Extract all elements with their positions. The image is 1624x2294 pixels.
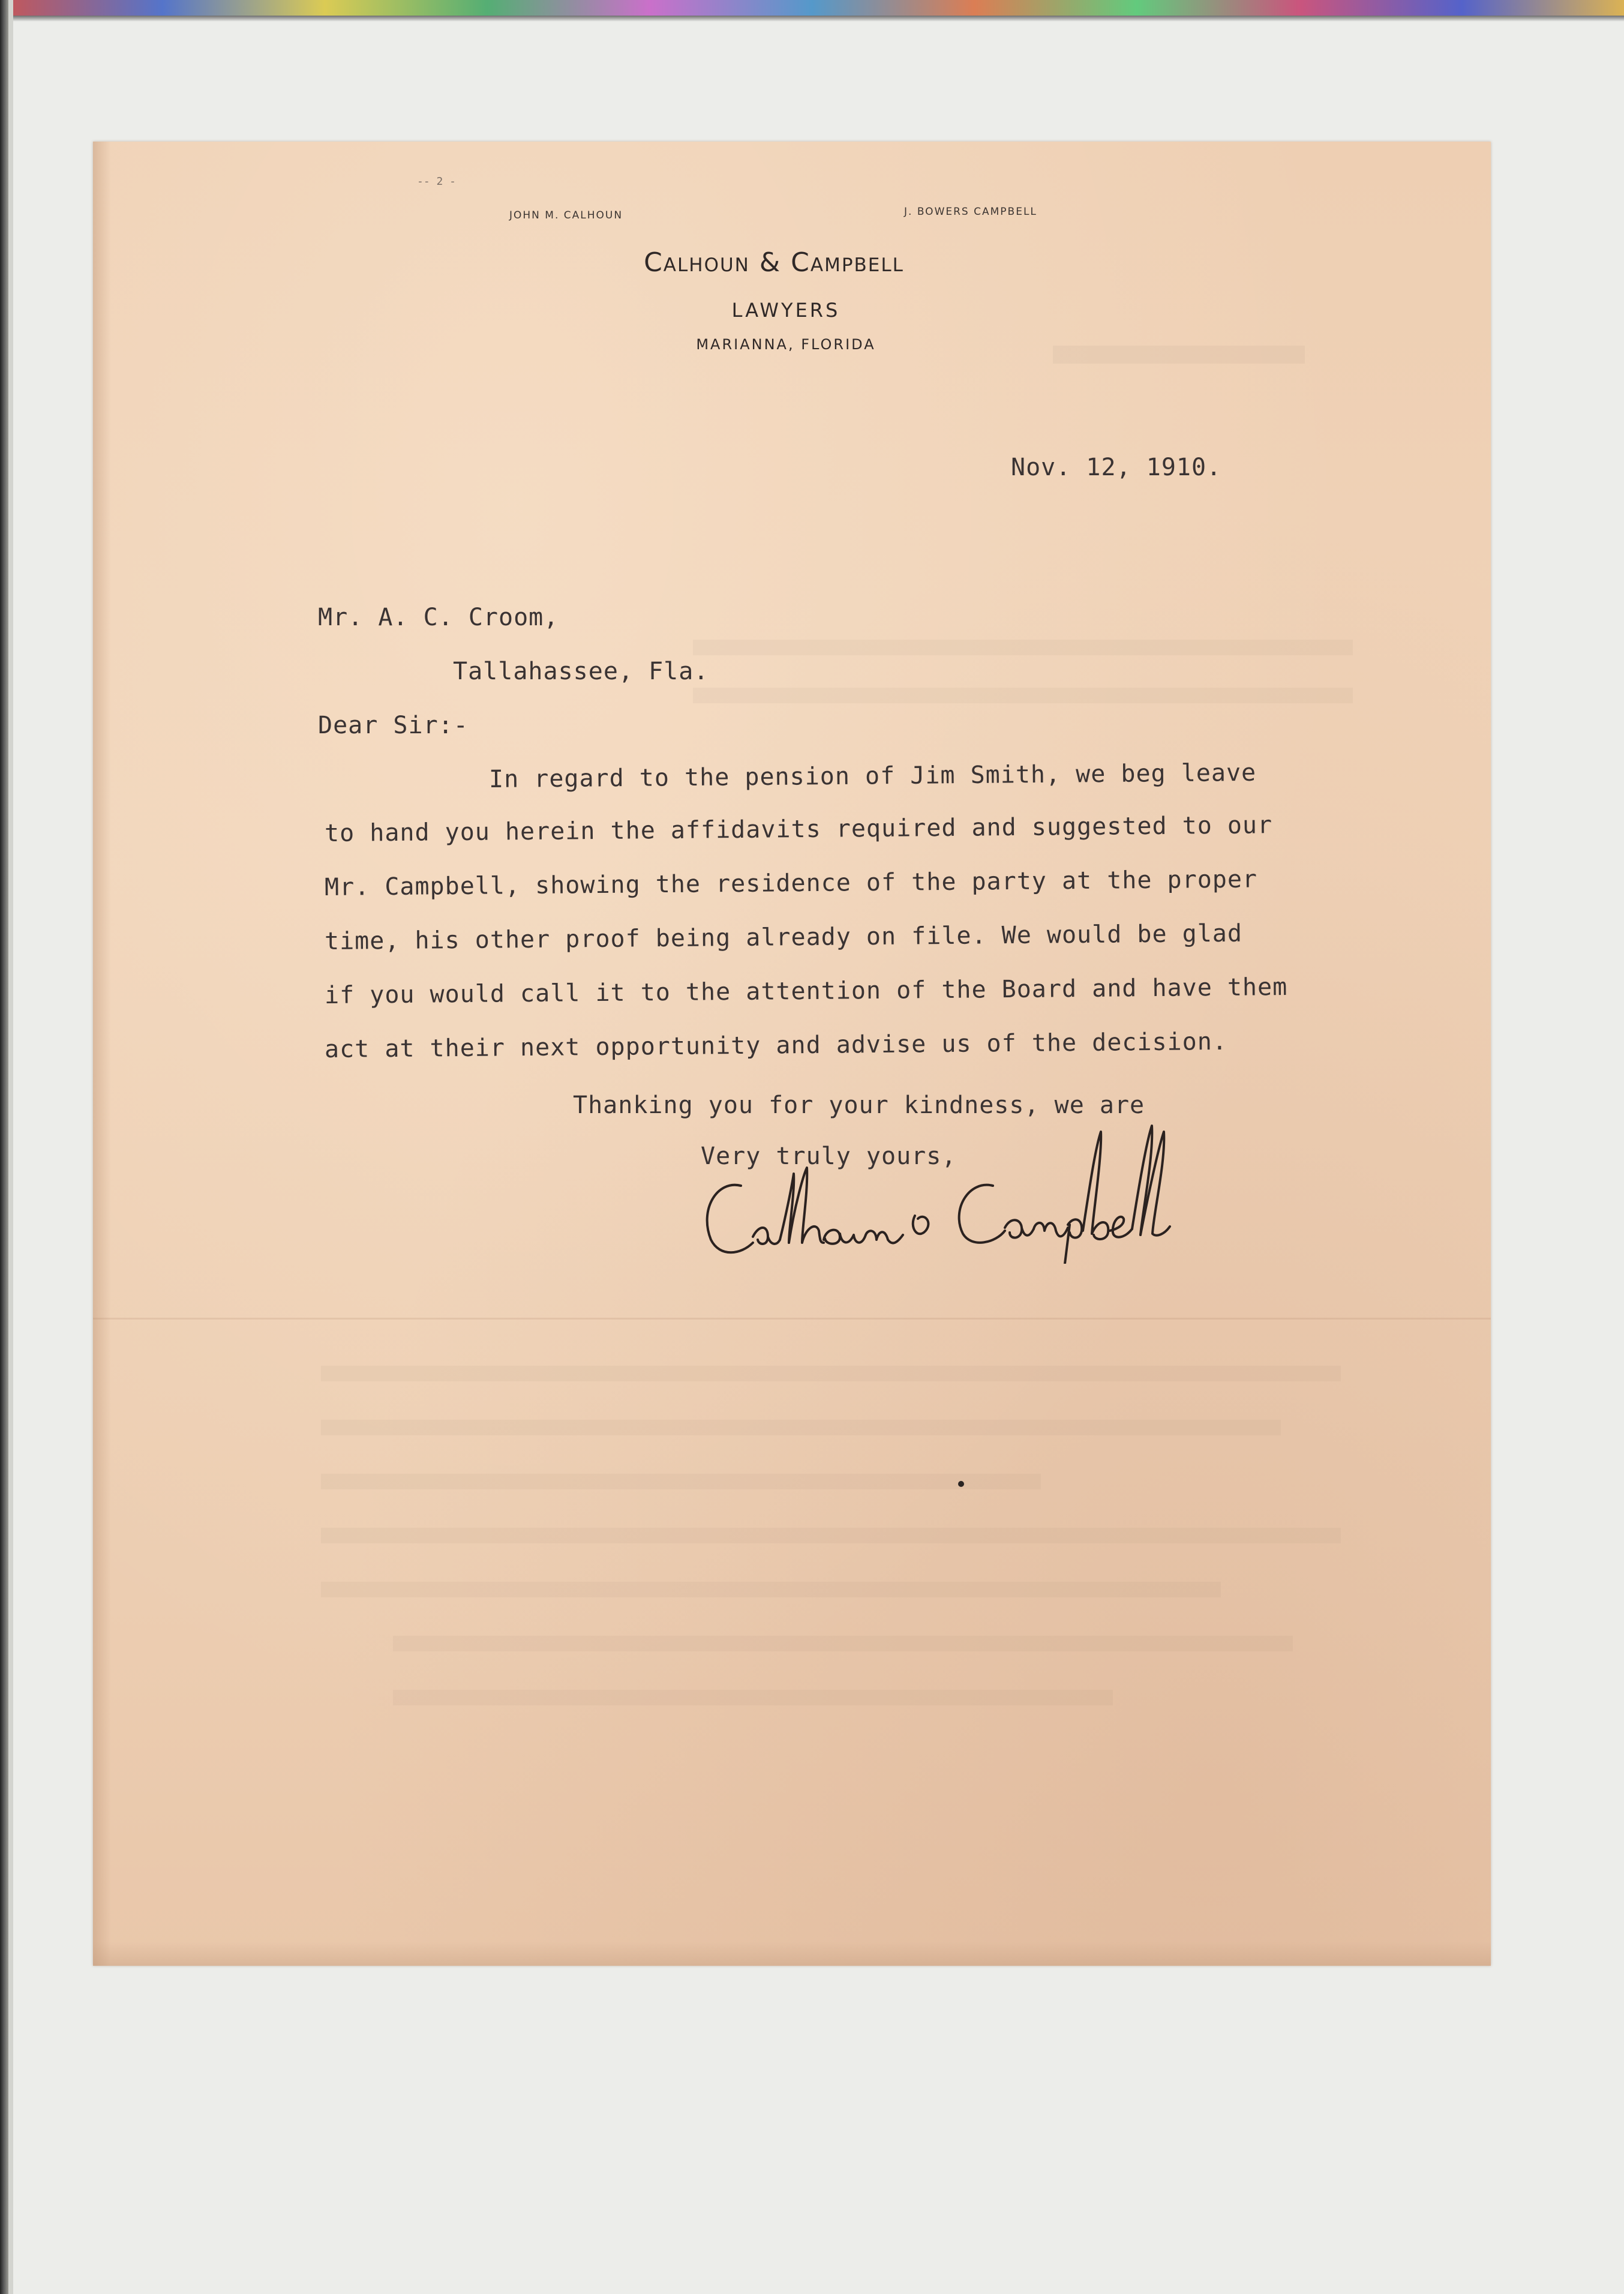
handwritten-signature bbox=[669, 1096, 1359, 1264]
show-through-mark bbox=[693, 640, 1353, 655]
show-through-mark bbox=[321, 1582, 1221, 1597]
scanner-left-margin bbox=[8, 0, 13, 2294]
show-through-mark bbox=[693, 688, 1353, 703]
partner-name-left: JOHN M. CALHOUN bbox=[509, 209, 623, 221]
firm-address-text: MARIANNA, FLORIDA bbox=[696, 336, 876, 353]
body-line: In regard to the pension of Jim Smith, we beg leave bbox=[488, 758, 1257, 793]
show-through-mark bbox=[321, 1474, 1041, 1489]
page-mark: -- 2 - bbox=[417, 175, 457, 188]
body-line: if you would call it to the attention of the Board and have them bbox=[324, 973, 1288, 1009]
recipient-name: Mr. A. C. Croom, bbox=[318, 604, 559, 631]
show-through-mark bbox=[321, 1528, 1341, 1543]
sheet-bottom-wear bbox=[93, 1942, 1491, 1966]
scanner-shadow bbox=[0, 16, 1624, 22]
salutation: Dear Sir:- bbox=[318, 712, 469, 739]
show-through-mark bbox=[393, 1636, 1293, 1651]
fold-line bbox=[93, 1318, 1491, 1320]
valediction: Very truly yours, bbox=[701, 1142, 957, 1170]
firm-name bbox=[93, 247, 1491, 278]
ink-speck bbox=[958, 1481, 964, 1487]
body-line: time, his other proof being already on file. We would be glad bbox=[324, 919, 1243, 955]
body-line: Mr. Campbell, showing the residence of the party at the proper bbox=[324, 865, 1258, 901]
show-through-mark bbox=[321, 1420, 1281, 1435]
body-line: to hand you herein the affidavits required and suggested to our bbox=[324, 811, 1273, 847]
firm-profession-text: LAWYERS bbox=[731, 299, 840, 322]
firm-name-text: Calhoun & Campbell bbox=[644, 247, 904, 278]
letter-sheet bbox=[93, 142, 1491, 1966]
firm-address bbox=[93, 336, 1491, 353]
show-through-mark bbox=[393, 1690, 1113, 1705]
scanner-left-edge bbox=[0, 0, 8, 2294]
show-through-mark bbox=[321, 1366, 1341, 1381]
sheet-edge-wear bbox=[93, 142, 111, 1966]
partner-name-right: J. BOWERS CAMPBELL bbox=[904, 206, 1037, 218]
firm-profession bbox=[93, 299, 1491, 322]
letter-date: Nov. 12, 1910. bbox=[1011, 454, 1222, 481]
recipient-city: Tallahassee, Fla. bbox=[453, 658, 709, 685]
closing-line: Thanking you for your kindness, we are bbox=[573, 1091, 1145, 1119]
body-line: act at their next opportunity and advise us of the decision. bbox=[324, 1027, 1228, 1063]
scanner-color-strip bbox=[0, 0, 1624, 16]
